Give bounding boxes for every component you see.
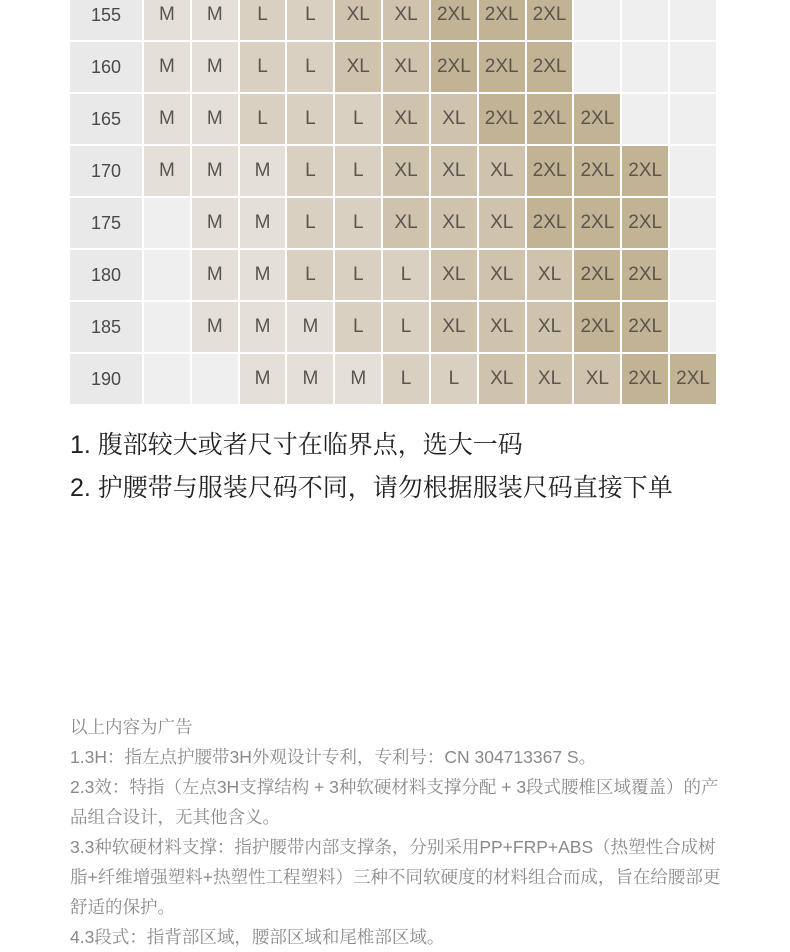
table-row bbox=[70, 146, 716, 196]
size-cell bbox=[622, 42, 668, 92]
size-cell: 2XL bbox=[479, 94, 525, 144]
size-cell: XL bbox=[479, 198, 525, 248]
size-cell: M bbox=[144, 94, 190, 144]
disclaimer-item-3: 3.3种软硬材料支撑：指护腰带内部支撑条，分别采用PP+FRP+ABS（热塑性合成树脂+纤维增强塑料+热塑性工程塑料）三种不同软硬度的材料组合而成，旨在给腰部更舒适的保护。 bbox=[70, 837, 721, 917]
size-cell bbox=[144, 302, 190, 352]
size-cell: M bbox=[240, 302, 286, 352]
table-row bbox=[70, 198, 716, 248]
size-cell: XL bbox=[431, 302, 477, 352]
size-cell: 2XL bbox=[479, 0, 525, 40]
height-cell: 165 bbox=[70, 94, 142, 144]
size-cell: M bbox=[144, 146, 190, 196]
size-cell: XL bbox=[527, 354, 573, 404]
table-row bbox=[70, 94, 716, 144]
size-cell bbox=[144, 354, 190, 404]
table-row bbox=[70, 250, 716, 300]
size-cell bbox=[670, 250, 716, 300]
size-cell: 2XL bbox=[479, 42, 525, 92]
size-cell: 2XL bbox=[527, 198, 573, 248]
size-cell: L bbox=[287, 0, 333, 40]
size-cell: 2XL bbox=[622, 250, 668, 300]
size-cell: L bbox=[383, 354, 429, 404]
size-cell: M bbox=[192, 0, 238, 40]
size-cell: L bbox=[287, 250, 333, 300]
size-cell: 2XL bbox=[574, 302, 620, 352]
size-cell: M bbox=[240, 198, 286, 248]
size-cell: L bbox=[240, 42, 286, 92]
size-cell: XL bbox=[383, 94, 429, 144]
size-cell: L bbox=[287, 94, 333, 144]
size-cell: XL bbox=[431, 94, 477, 144]
size-cell: XL bbox=[574, 354, 620, 404]
size-chart bbox=[70, 0, 720, 406]
table-row bbox=[70, 354, 716, 404]
size-cell: L bbox=[383, 250, 429, 300]
size-cell: L bbox=[240, 0, 286, 40]
size-cell: L bbox=[431, 354, 477, 404]
size-cell: M bbox=[240, 250, 286, 300]
height-cell: 185 bbox=[70, 302, 142, 352]
height-cell: 175 bbox=[70, 198, 142, 248]
size-cell: M bbox=[287, 354, 333, 404]
size-cell: M bbox=[287, 302, 333, 352]
size-cell: XL bbox=[527, 250, 573, 300]
size-cell bbox=[144, 250, 190, 300]
size-cell: M bbox=[144, 42, 190, 92]
size-cell: XL bbox=[431, 198, 477, 248]
size-cell: 2XL bbox=[574, 250, 620, 300]
size-cell: XL bbox=[335, 42, 381, 92]
size-cell: M bbox=[144, 0, 190, 40]
size-cell bbox=[670, 94, 716, 144]
size-cell: L bbox=[335, 302, 381, 352]
size-cell: L bbox=[240, 94, 286, 144]
disclaimer-item-4: 4.3段式：指背部区域，腰部区域和尾椎部区域。 bbox=[70, 927, 445, 947]
height-cell: 180 bbox=[70, 250, 142, 300]
size-cell: M bbox=[335, 354, 381, 404]
size-cell: XL bbox=[383, 42, 429, 92]
size-cell: 2XL bbox=[622, 198, 668, 248]
note-2: 2. 护腰带与服装尺码不同，请勿根据服装尺码直接下单 bbox=[70, 474, 673, 502]
size-cell: 2XL bbox=[431, 42, 477, 92]
size-cell: M bbox=[192, 302, 238, 352]
size-cell: 2XL bbox=[574, 94, 620, 144]
height-cell: 155 bbox=[70, 0, 142, 40]
table-row bbox=[70, 42, 716, 92]
size-cell: M bbox=[240, 354, 286, 404]
disclaimer-title: 以上内容为广告 bbox=[70, 717, 193, 737]
size-cell: L bbox=[383, 302, 429, 352]
size-cell: XL bbox=[479, 354, 525, 404]
size-cell bbox=[670, 42, 716, 92]
table-row bbox=[70, 302, 716, 352]
disclaimer-item-1: 1.3H：指左点护腰带3H外观设计专利，专利号：CN 304713367 S。 bbox=[70, 747, 597, 767]
size-cell: XL bbox=[479, 302, 525, 352]
size-cell: 2XL bbox=[527, 94, 573, 144]
height-cell: 160 bbox=[70, 42, 142, 92]
size-cell: M bbox=[240, 146, 286, 196]
size-cell bbox=[144, 198, 190, 248]
size-cell: L bbox=[335, 198, 381, 248]
size-cell: XL bbox=[527, 302, 573, 352]
note-1: 1. 腹部较大或者尺寸在临界点，选大一码 bbox=[70, 431, 523, 459]
size-table bbox=[68, 0, 718, 406]
size-cell bbox=[192, 354, 238, 404]
size-cell: XL bbox=[431, 146, 477, 196]
size-cell: M bbox=[192, 94, 238, 144]
table-row bbox=[70, 0, 716, 40]
size-cell bbox=[574, 42, 620, 92]
size-cell: 2XL bbox=[527, 146, 573, 196]
size-cell: L bbox=[287, 146, 333, 196]
size-cell: L bbox=[287, 198, 333, 248]
size-cell: L bbox=[335, 146, 381, 196]
size-cell bbox=[670, 146, 716, 196]
size-cell: L bbox=[335, 250, 381, 300]
size-cell: 2XL bbox=[622, 354, 668, 404]
size-cell: M bbox=[192, 42, 238, 92]
size-cell: XL bbox=[479, 250, 525, 300]
size-cell bbox=[622, 94, 668, 144]
size-cell bbox=[574, 0, 620, 40]
size-cell: XL bbox=[383, 0, 429, 40]
size-cell: L bbox=[335, 94, 381, 144]
size-cell: XL bbox=[383, 198, 429, 248]
size-cell: XL bbox=[479, 146, 525, 196]
size-cell: XL bbox=[335, 0, 381, 40]
size-cell: XL bbox=[431, 250, 477, 300]
ad-disclaimer bbox=[70, 712, 730, 952]
size-cell: 2XL bbox=[622, 302, 668, 352]
size-cell: 2XL bbox=[670, 354, 716, 404]
size-cell: 2XL bbox=[574, 146, 620, 196]
size-cell: 2XL bbox=[527, 0, 573, 40]
size-cell: M bbox=[192, 146, 238, 196]
size-cell: XL bbox=[383, 146, 429, 196]
disclaimer-item-2: 2.3效：特指（左点3H支撑结构 + 3种软硬材料支撑分配 + 3段式腰椎区域覆盖）的产品组合设计，无其他含义。 bbox=[70, 777, 719, 827]
size-cell: 2XL bbox=[622, 146, 668, 196]
height-cell: 190 bbox=[70, 354, 142, 404]
size-cell: 2XL bbox=[527, 42, 573, 92]
size-cell bbox=[670, 198, 716, 248]
notes bbox=[70, 424, 760, 510]
size-cell: 2XL bbox=[574, 198, 620, 248]
size-cell bbox=[670, 302, 716, 352]
size-cell bbox=[670, 0, 716, 40]
size-cell bbox=[622, 0, 668, 40]
size-cell: M bbox=[192, 198, 238, 248]
size-cell: M bbox=[192, 250, 238, 300]
height-cell: 170 bbox=[70, 146, 142, 196]
size-cell: L bbox=[287, 42, 333, 92]
size-cell: 2XL bbox=[431, 0, 477, 40]
